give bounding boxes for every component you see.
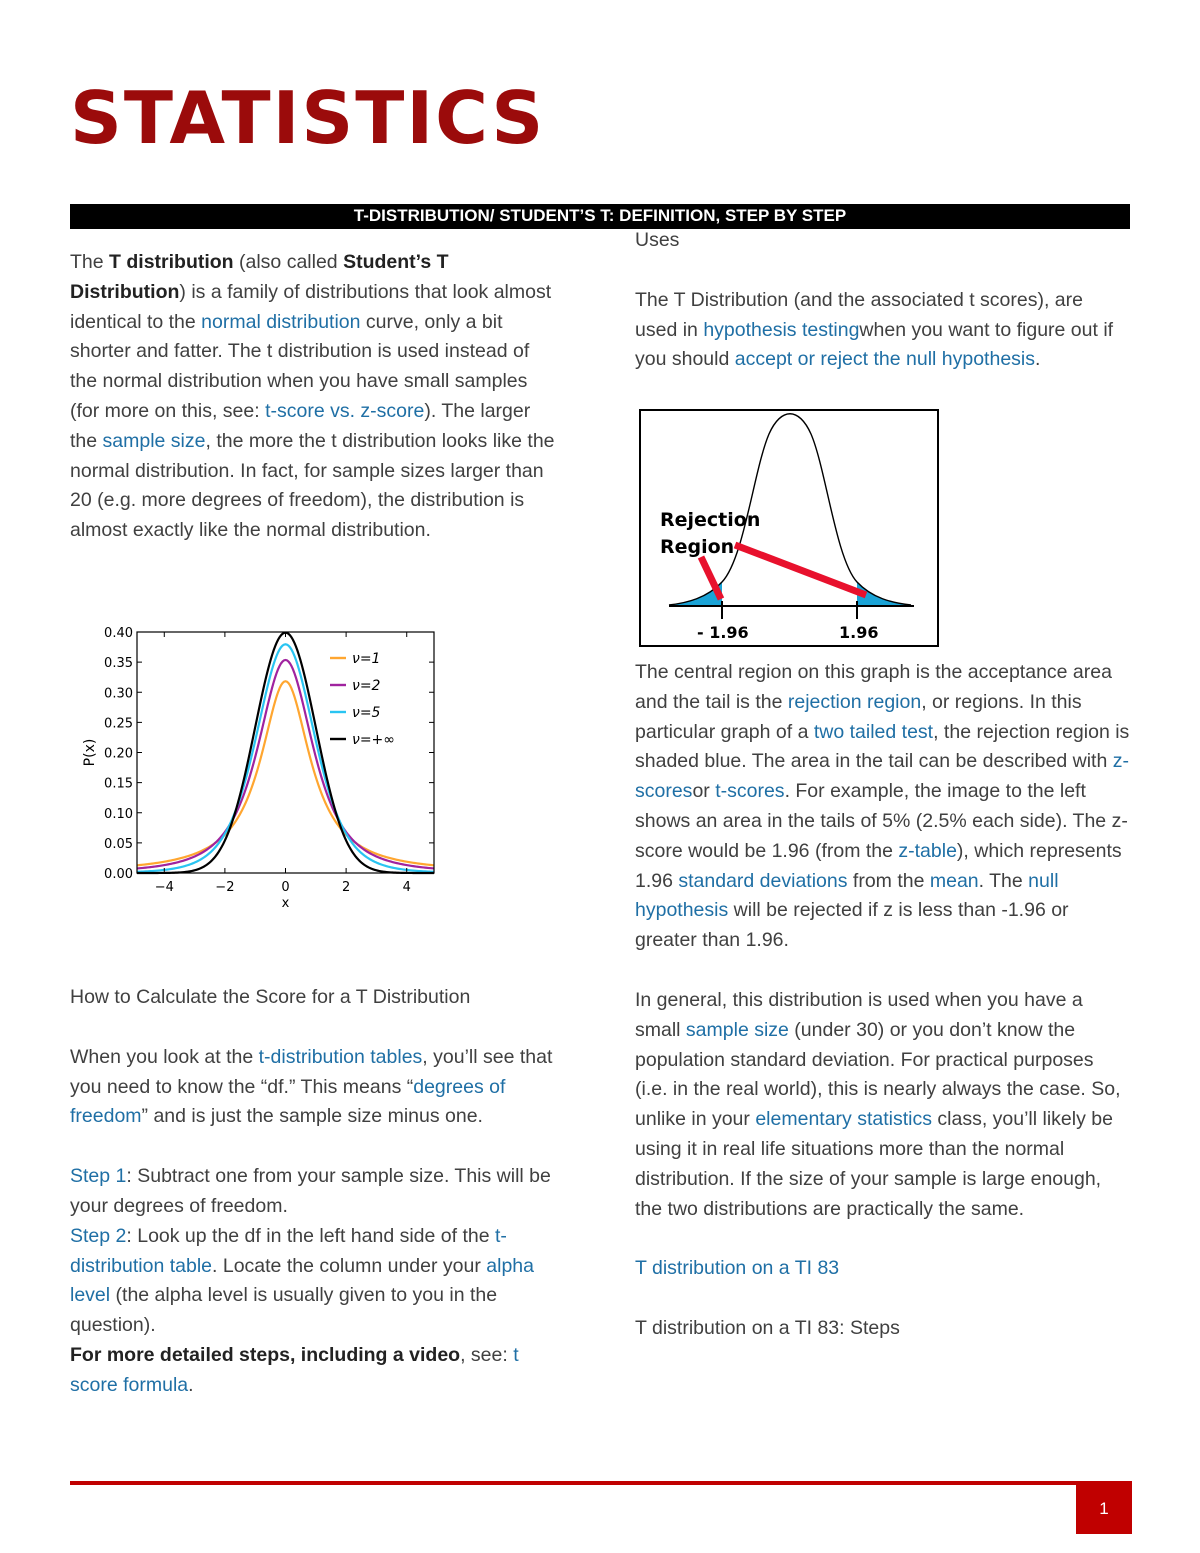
series-line-4	[137, 633, 434, 873]
z-scores-link[interactable]: z-scores	[635, 750, 1129, 803]
t-distribution-chart	[72, 618, 442, 913]
ti83-steps-heading: T distribution on a TI 83: Steps	[635, 1317, 900, 1340]
rejection-label-line1: Rejection	[660, 509, 761, 531]
legend-label: ν=2	[352, 678, 381, 694]
uses-heading: Uses	[635, 229, 680, 251]
y-tick-label: 0.00	[104, 867, 133, 882]
general-paragraph: In general, this distribution is used when you have a small sample size (under 30) or you don’t know the population standard deviation. For practical purposes (i.e. in the real world), this is nearly always the case. So, unlike in your elementary statistics class, you’ll likely be using it in real life situations more than the normal distribution. If the size of your sample is large enough, the two distributions are practically the same.	[635, 988, 1121, 1220]
plot-frame	[137, 632, 434, 873]
rejection-label-line2: Region	[660, 536, 735, 558]
section-banner: T-DISTRIBUTION/ STUDENT’S T: DEFINITION, STEP BY STEP	[70, 204, 1130, 229]
uses-section	[635, 226, 1125, 375]
alpha-level-link[interactable]: alpha level	[70, 1254, 534, 1307]
how-to-section	[70, 983, 570, 1401]
mean-link[interactable]: mean	[929, 869, 979, 892]
legend-label: ν=5	[352, 705, 381, 721]
rejection-region-figure	[639, 409, 939, 647]
y-tick-label: 0.15	[104, 776, 133, 792]
y-tick-label: 0.35	[104, 656, 133, 672]
t-scores-link[interactable]: t-scores	[715, 780, 785, 803]
t-score-vs-z-score-link[interactable]: t-score vs. z-score	[265, 399, 425, 422]
t-distribution-tables-link[interactable]: t-distribution tables	[258, 1045, 423, 1068]
standard-deviations-link[interactable]: standard deviations	[678, 869, 848, 892]
x-tick-label: 0	[281, 880, 290, 895]
document-title: STATISTICS	[70, 76, 546, 160]
y-tick-label: 0.30	[104, 686, 133, 702]
null-hypothesis-link-2[interactable]: null hypothesis	[635, 869, 1059, 922]
normal-distribution-link[interactable]: normal distribution	[201, 310, 361, 333]
legend-label: ν=1	[352, 651, 381, 667]
step-1: Step 1: Subtract one from your sample size. This will be your degrees of freedom.	[70, 1165, 551, 1217]
series-line-2	[137, 660, 434, 868]
intro-paragraph: The T distribution (also called Student’s T Distribution) is a family of distributions that look almost identical to the normal distribution curve, only a bit shorter and fatter. The t distribution is used instead of the normal distribution when you have small samples (for more on this, see: t-score vs. z-score). The larger the sample size, the more the t distribution looks like the normal distribution. In fact, for sample sizes larger than 20 (e.g. more degrees of freedom), the distribution is almost exactly like the normal distribution.	[70, 251, 555, 542]
y-tick-label: 0.25	[104, 716, 133, 732]
y-tick-label: 0.40	[104, 626, 133, 641]
footer-rule	[70, 1481, 1132, 1485]
page-number: 1	[1076, 1485, 1132, 1534]
right-critical-value: 1.96	[839, 623, 879, 642]
sample-size-link-2[interactable]: sample size	[685, 1018, 789, 1041]
two-tailed-test-link[interactable]: two tailed test	[813, 720, 934, 743]
legend-label: ν=+∞	[352, 732, 395, 748]
left-critical-value: - 1.96	[697, 623, 749, 642]
y-tick-label: 0.10	[104, 806, 133, 822]
y-tick-label: 0.05	[104, 836, 133, 852]
degrees-of-freedom-link[interactable]: degrees of freedom	[70, 1075, 506, 1128]
uses-paragraph: The T Distribution (and the associated t scores), are used in hypothesis testingwhen you want to figure out if you should accept or reject the null hypothesis.	[635, 288, 1114, 371]
ti83-link[interactable]: T distribution on a TI 83	[635, 1257, 840, 1280]
central-region-paragraph: The central region on this graph is the acceptance area and the tail is the rejection region, or regions. In this particular graph of a two tailed test, the rejection region is shaded blue. The area in the tail can be described with z-scoresor t-scores. For example, the image to the left shows an area in the tails of 5% (2.5% each side). The z-score would be 1.96 (from the z-table), which represents 1.96 standard deviations from the mean. The null hypothesis will be rejected if z is less than -1.96 or greater than 1.96.	[635, 661, 1130, 952]
x-tick-label: −2	[215, 880, 235, 895]
how-to-heading: How to Calculate the Score for a T Distribution	[70, 986, 471, 1008]
step-1-link[interactable]: Step 1	[70, 1165, 127, 1188]
t-score-formula-link[interactable]: t score formula	[70, 1343, 519, 1396]
step-2: Step 2: Look up the df in the left hand side of the t-distribution table. Locate the column under your alpha level (the alpha level is usually given to you in the question).	[70, 1224, 534, 1337]
right-body	[635, 658, 1130, 1344]
x-tick-label: −4	[154, 880, 174, 895]
df-paragraph: When you look at the t-distribution tables, you’ll see that you need to know the “df.” This means “degrees of freedom” and is just the sample size minus one.	[70, 1045, 553, 1128]
hypothesis-testing-link[interactable]: hypothesis testing	[703, 318, 860, 341]
series-line-1	[137, 681, 434, 865]
x-tick-label: 4	[402, 880, 411, 895]
null-hypothesis-link[interactable]: accept or reject the null hypothesis	[734, 348, 1036, 371]
rejection-region-link[interactable]: rejection region	[787, 690, 922, 713]
z-table-link[interactable]: z-table	[898, 839, 957, 862]
step-2-link[interactable]: Step 2	[70, 1224, 127, 1247]
sample-size-link[interactable]: sample size	[102, 429, 206, 452]
y-axis-label: P(x)	[82, 738, 98, 767]
more-steps: For more detailed steps, including a video, see: t score formula.	[70, 1343, 519, 1396]
series-line-3	[137, 644, 434, 872]
elementary-statistics-link[interactable]: elementary statistics	[755, 1108, 932, 1131]
x-tick-label: 2	[341, 880, 351, 895]
x-axis-label: x	[281, 896, 290, 911]
y-tick-label: 0.20	[104, 746, 133, 762]
t-distribution-table-link[interactable]: t-distribution table	[70, 1224, 507, 1277]
